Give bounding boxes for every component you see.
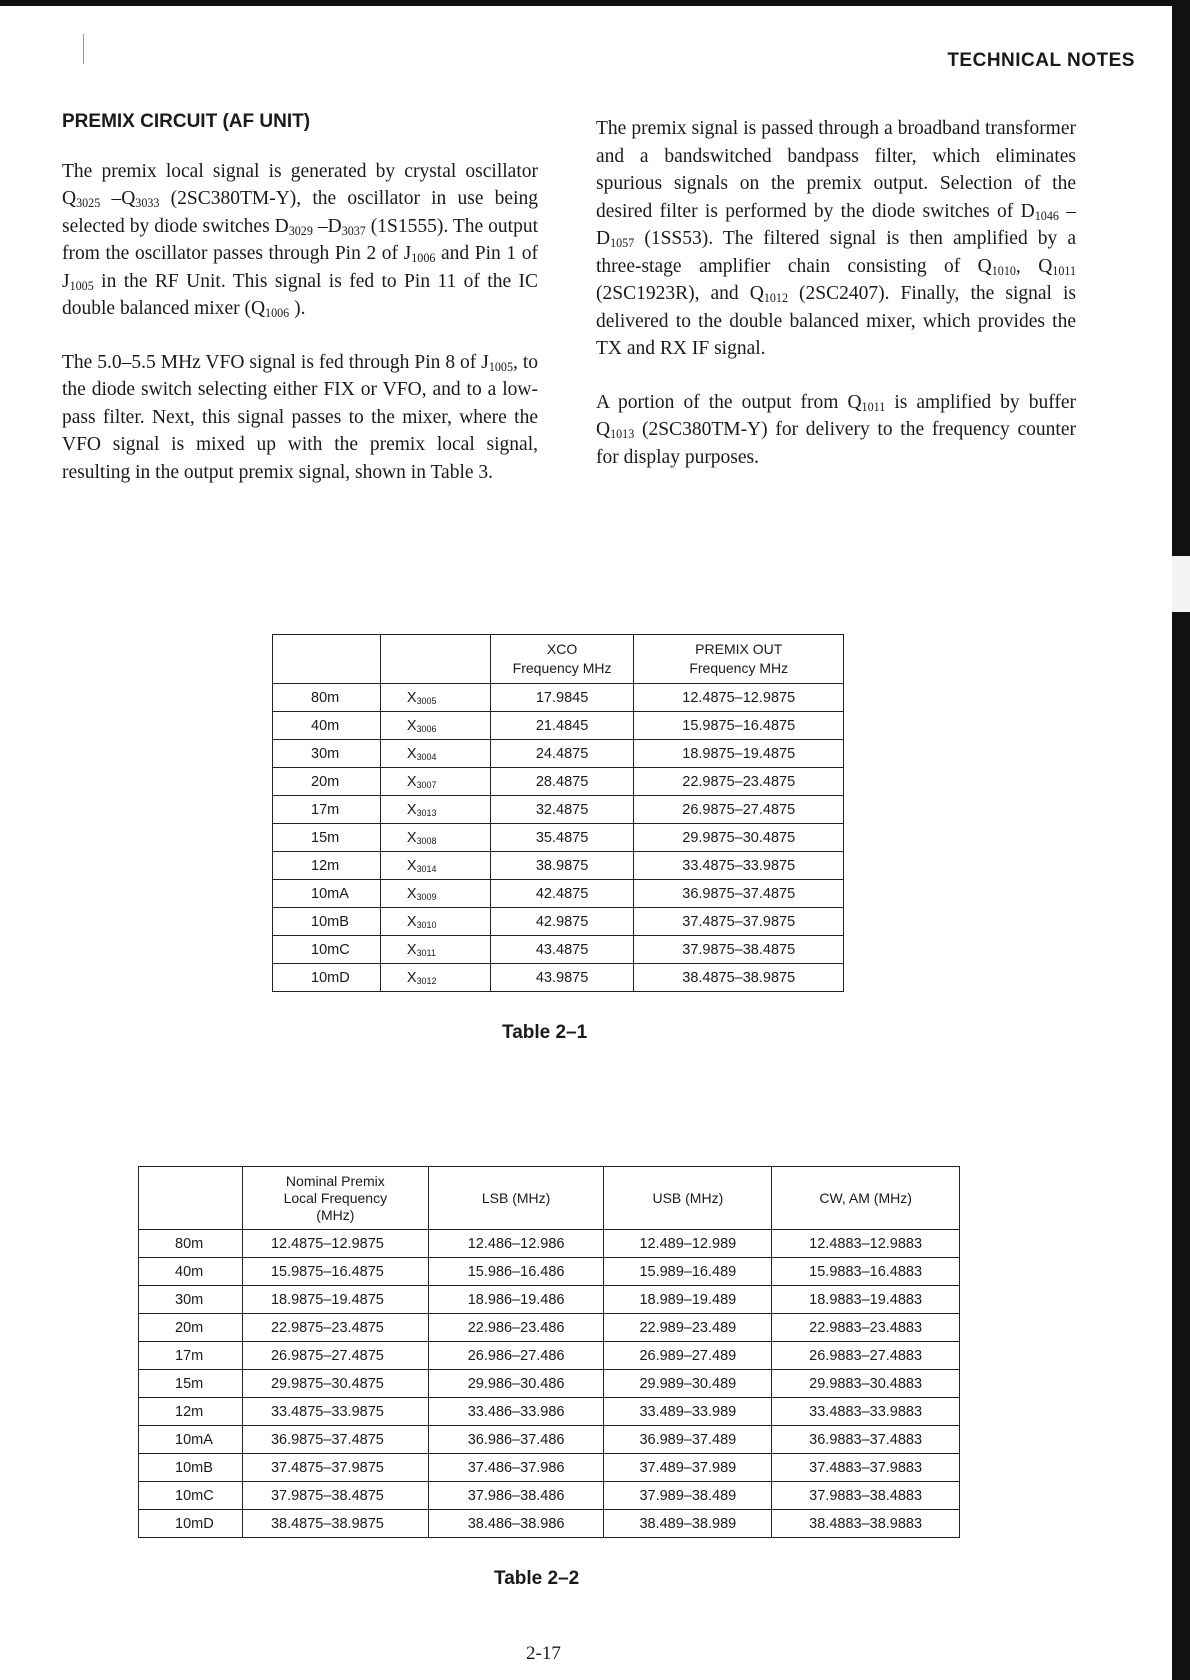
band-cell: 10mC: [139, 1482, 243, 1510]
table-header-row: [139, 1167, 960, 1230]
section-title: PREMIX CIRCUIT (AF UNIT): [62, 111, 311, 132]
table-row: [273, 740, 844, 768]
crystal-number: 3012: [416, 975, 437, 986]
crystal-letter: X: [406, 745, 417, 762]
subscript: 1057: [610, 236, 635, 251]
nominal-cell: 26.9875–27.4875: [242, 1342, 428, 1370]
table-row: [273, 936, 844, 964]
table-row: [139, 1510, 960, 1538]
crystal-number: 3014: [416, 863, 437, 874]
band-cell: 10mC: [273, 936, 381, 964]
nominal-cell: 29.9875–30.4875: [242, 1370, 428, 1398]
lsb-cell: 18.986–19.486: [428, 1286, 604, 1314]
subscript: 1006: [411, 251, 436, 266]
right-column: [596, 115, 1076, 497]
nominal-cell: 18.9875–19.4875: [242, 1286, 428, 1314]
lsb-cell: 37.986–38.486: [428, 1482, 604, 1510]
subscript: 3037: [341, 223, 366, 238]
band-cell: 15m: [273, 824, 381, 852]
table-row: [273, 768, 844, 796]
band-cell: 10mD: [139, 1510, 243, 1538]
lsb-cell: 26.986–27.486: [428, 1342, 604, 1370]
crystal-letter: X: [406, 717, 417, 734]
cwam-cell: 22.9883–23.4883: [772, 1314, 960, 1342]
premix-cell: 33.4875–33.9875: [634, 852, 844, 880]
cwam-cell: 29.9883–30.4883: [772, 1370, 960, 1398]
header-cell: CW, AM (MHz): [772, 1167, 960, 1230]
header-cell: USB (MHz): [604, 1167, 772, 1230]
crystal-letter: X: [406, 913, 417, 930]
usb-cell: 15.989–16.489: [604, 1258, 772, 1286]
usb-cell: 18.989–19.489: [604, 1286, 772, 1314]
crystal-number: 3004: [416, 751, 437, 762]
table-row: [273, 712, 844, 740]
header-cell: [380, 635, 490, 684]
crystal-cell: [380, 908, 490, 936]
crystal-letter: X: [406, 689, 417, 706]
xco-cell: 43.4875: [490, 936, 634, 964]
premix-cell: 22.9875–23.4875: [634, 768, 844, 796]
band-cell: 10mB: [139, 1454, 243, 1482]
band-cell: 30m: [273, 740, 381, 768]
xco-cell: 38.9875: [490, 852, 634, 880]
usb-cell: 37.489–37.989: [604, 1454, 772, 1482]
crystal-cell: [380, 768, 490, 796]
usb-cell: 38.489–38.989: [604, 1510, 772, 1538]
cwam-cell: 18.9883–19.4883: [772, 1286, 960, 1314]
band-cell: 10mD: [273, 964, 381, 992]
usb-cell: 22.989–23.489: [604, 1314, 772, 1342]
header-cell: Nominal Premix Local Frequency (MHz): [242, 1167, 428, 1230]
band-cell: 17m: [273, 796, 381, 824]
crystal-number: 3006: [416, 723, 437, 734]
nominal-cell: 38.4875–38.9875: [242, 1510, 428, 1538]
crystal-number: 3007: [416, 779, 437, 790]
usb-cell: 33.489–33.989: [604, 1398, 772, 1426]
xco-cell: 21.4845: [490, 712, 634, 740]
lsb-cell: 29.986–30.486: [428, 1370, 604, 1398]
cwam-cell: 33.4883–33.9883: [772, 1398, 960, 1426]
table-row: [273, 964, 844, 992]
crystal-letter: X: [406, 773, 417, 790]
left-column: [62, 108, 538, 512]
band-cell: 10mA: [273, 880, 381, 908]
band-cell: 30m: [139, 1286, 243, 1314]
table-header-row: [273, 635, 844, 684]
header-cell: [273, 635, 381, 684]
scan-right-edge: [1172, 0, 1190, 1680]
crystal-number: 3011: [416, 947, 436, 958]
xco-cell: 43.9875: [490, 964, 634, 992]
table-caption: Table 2–2: [494, 1568, 580, 1589]
table-row: [273, 684, 844, 712]
table-caption: Table 2–1: [502, 1022, 588, 1043]
table-row: [273, 880, 844, 908]
table-row: [139, 1426, 960, 1454]
crystal-cell: [380, 880, 490, 908]
band-cell: 80m: [139, 1230, 243, 1258]
nominal-cell: 12.4875–12.9875: [242, 1230, 428, 1258]
subscript: 3033: [135, 196, 160, 211]
subscript: 1010: [991, 263, 1016, 278]
table-row: [273, 852, 844, 880]
band-cell: 20m: [139, 1314, 243, 1342]
running-header: TECHNICAL NOTES: [947, 50, 1135, 71]
crystal-letter: X: [406, 857, 417, 874]
crystal-cell: [380, 740, 490, 768]
premix-cell: 38.4875–38.9875: [634, 964, 844, 992]
nominal-cell: 36.9875–37.4875: [242, 1426, 428, 1454]
band-cell: 20m: [273, 768, 381, 796]
crystal-cell: [380, 824, 490, 852]
cwam-cell: 37.9883–38.4883: [772, 1482, 960, 1510]
header-cell: XCO Frequency MHz: [490, 635, 634, 684]
band-cell: 12m: [139, 1398, 243, 1426]
crystal-cell: [380, 852, 490, 880]
cwam-cell: 36.9883–37.4883: [772, 1426, 960, 1454]
subscript: 3025: [76, 196, 101, 211]
nominal-cell: 37.4875–37.9875: [242, 1454, 428, 1482]
table-row: [139, 1370, 960, 1398]
premix-cell: 15.9875–16.4875: [634, 712, 844, 740]
premix-cell: 37.4875–37.9875: [634, 908, 844, 936]
crystal-letter: X: [406, 941, 417, 958]
paragraph: The 5.0–5.5 MHz VFO signal is fed through Pin 8 of $J_{1005}$, to the diode switch selecting either FIX or VFO, and to a low-pass filter. Next, this signal passes to the mixer, where the VFO signal is mixed up with the premix local signal, resulting in the output premix signal, shown in Table 3.: [62, 351, 539, 483]
paragraph: The premix local signal is generated by crystal oscillator $Q_{3025}$ $-Q_{3033}$ (2SC380TM-Y), the oscillator in use being selected by diode switches $D_{3029}$ $-D_{3037}$ (1S1555). The output from the oscillator passes through Pin 2 of $J_{1006}$ and Pin 1 of $J_{1005}$ in the RF Unit. This signal is fed to Pin 11 of the IC double balanced mixer ($Q_{1006}$ ).: [62, 160, 538, 321]
crystal-number: 3009: [416, 891, 437, 902]
nominal-cell: 33.4875–33.9875: [242, 1398, 428, 1426]
paragraph: The premix signal is passed through a broadband transformer and a bandswitched bandpass filter, which eliminates spurious signals on the premix output. Selection of the desired filter is performed by the diode switches of $D_{1046}$ $-D_{1057}$ (1SS53). The filtered signal is then amplified by a three-stage amplifier chain consisting of $Q_{1010}$, $Q_{1011}$ (2SC1923R), and $Q_{1012}$ (2SC2407). Finally, the signal is delivered to the double balanced mixer, which provides the TX and RX IF signal.: [596, 118, 1077, 359]
xco-cell: 35.4875: [490, 824, 634, 852]
table-row: [139, 1258, 960, 1286]
usb-cell: 37.989–38.489: [604, 1482, 772, 1510]
xco-cell: 24.4875: [490, 740, 634, 768]
band-cell: 80m: [273, 684, 381, 712]
subscript: 1005: [69, 278, 94, 293]
binding-mark: [83, 34, 84, 64]
lsb-cell: 15.986–16.486: [428, 1258, 604, 1286]
cwam-cell: 15.9883–16.4883: [772, 1258, 960, 1286]
table-row: [139, 1314, 960, 1342]
subscript: 1046: [1034, 208, 1059, 223]
band-cell: 15m: [139, 1370, 243, 1398]
band-cell: 10mA: [139, 1426, 243, 1454]
crystal-number: 3005: [416, 695, 437, 706]
cwam-cell: 37.4883–37.9883: [772, 1454, 960, 1482]
table-row: [273, 908, 844, 936]
crystal-number: 3008: [416, 835, 437, 846]
table-row: [273, 824, 844, 852]
header-cell: [139, 1167, 243, 1230]
xco-cell: 17.9845: [490, 684, 634, 712]
subscript: 1013: [610, 427, 635, 442]
premix-frequency-table: [138, 1166, 960, 1538]
lsb-cell: 38.486–38.986: [428, 1510, 604, 1538]
crystal-letter: X: [406, 969, 417, 986]
crystal-cell: [380, 684, 490, 712]
crystal-number: 3010: [416, 919, 437, 930]
header-cell: PREMIX OUT Frequency MHz: [634, 635, 844, 684]
band-cell: 40m: [139, 1258, 243, 1286]
paragraph: A portion of the output from $Q_{1011}$ is amplified by buffer $Q_{1013}$ (2SC380TM-Y) for delivery to the frequency counter for display purposes.: [596, 391, 1076, 468]
table-row: [139, 1482, 960, 1510]
premix-cell: 37.9875–38.4875: [634, 936, 844, 964]
subscript: 1006: [265, 306, 290, 321]
usb-cell: 36.989–37.489: [604, 1426, 772, 1454]
lsb-cell: 22.986–23.486: [428, 1314, 604, 1342]
premix-cell: 36.9875–37.4875: [634, 880, 844, 908]
header-cell: LSB (MHz): [428, 1167, 604, 1230]
xco-cell: 28.4875: [490, 768, 634, 796]
crystal-cell: [380, 936, 490, 964]
xco-cell: 32.4875: [490, 796, 634, 824]
xco-frequency-table: [272, 634, 844, 992]
cwam-cell: 38.4883–38.9883: [772, 1510, 960, 1538]
band-cell: 40m: [273, 712, 381, 740]
xco-cell: 42.4875: [490, 880, 634, 908]
band-cell: 12m: [273, 852, 381, 880]
table-row: [273, 796, 844, 824]
lsb-cell: 36.986–37.486: [428, 1426, 604, 1454]
xco-cell: 42.9875: [490, 908, 634, 936]
nominal-cell: 37.9875–38.4875: [242, 1482, 428, 1510]
subscript: 1011: [1052, 263, 1077, 278]
table-row: [139, 1398, 960, 1426]
crystal-cell: [380, 964, 490, 992]
scan-top-edge: [0, 0, 1190, 6]
subscript: 3029: [288, 223, 313, 238]
nominal-cell: 22.9875–23.4875: [242, 1314, 428, 1342]
subscript: 1011: [861, 399, 886, 414]
nominal-cell: 15.9875–16.4875: [242, 1258, 428, 1286]
table-row: [139, 1230, 960, 1258]
premix-cell: 18.9875–19.4875: [634, 740, 844, 768]
band-cell: 17m: [139, 1342, 243, 1370]
lsb-cell: 37.486–37.986: [428, 1454, 604, 1482]
crystal-cell: [380, 712, 490, 740]
crystal-cell: [380, 796, 490, 824]
premix-cell: 12.4875–12.9875: [634, 684, 844, 712]
subscript: 1012: [763, 291, 788, 306]
scan-edge-gap: [1172, 556, 1190, 612]
crystal-letter: X: [406, 829, 417, 846]
premix-cell: 29.9875–30.4875: [634, 824, 844, 852]
page-number: 2-17: [526, 1643, 561, 1664]
premix-cell: 26.9875–27.4875: [634, 796, 844, 824]
crystal-number: 3013: [416, 807, 437, 818]
table-row: [139, 1454, 960, 1482]
crystal-letter: X: [406, 885, 417, 902]
usb-cell: 26.989–27.489: [604, 1342, 772, 1370]
crystal-letter: X: [406, 801, 417, 818]
table-row: [139, 1342, 960, 1370]
lsb-cell: 33.486–33.986: [428, 1398, 604, 1426]
band-cell: 10mB: [273, 908, 381, 936]
cwam-cell: 12.4883–12.9883: [772, 1230, 960, 1258]
usb-cell: 12.489–12.989: [604, 1230, 772, 1258]
subscript: 1005: [488, 359, 513, 374]
table-row: [139, 1286, 960, 1314]
cwam-cell: 26.9883–27.4883: [772, 1342, 960, 1370]
usb-cell: 29.989–30.489: [604, 1370, 772, 1398]
lsb-cell: 12.486–12.986: [428, 1230, 604, 1258]
